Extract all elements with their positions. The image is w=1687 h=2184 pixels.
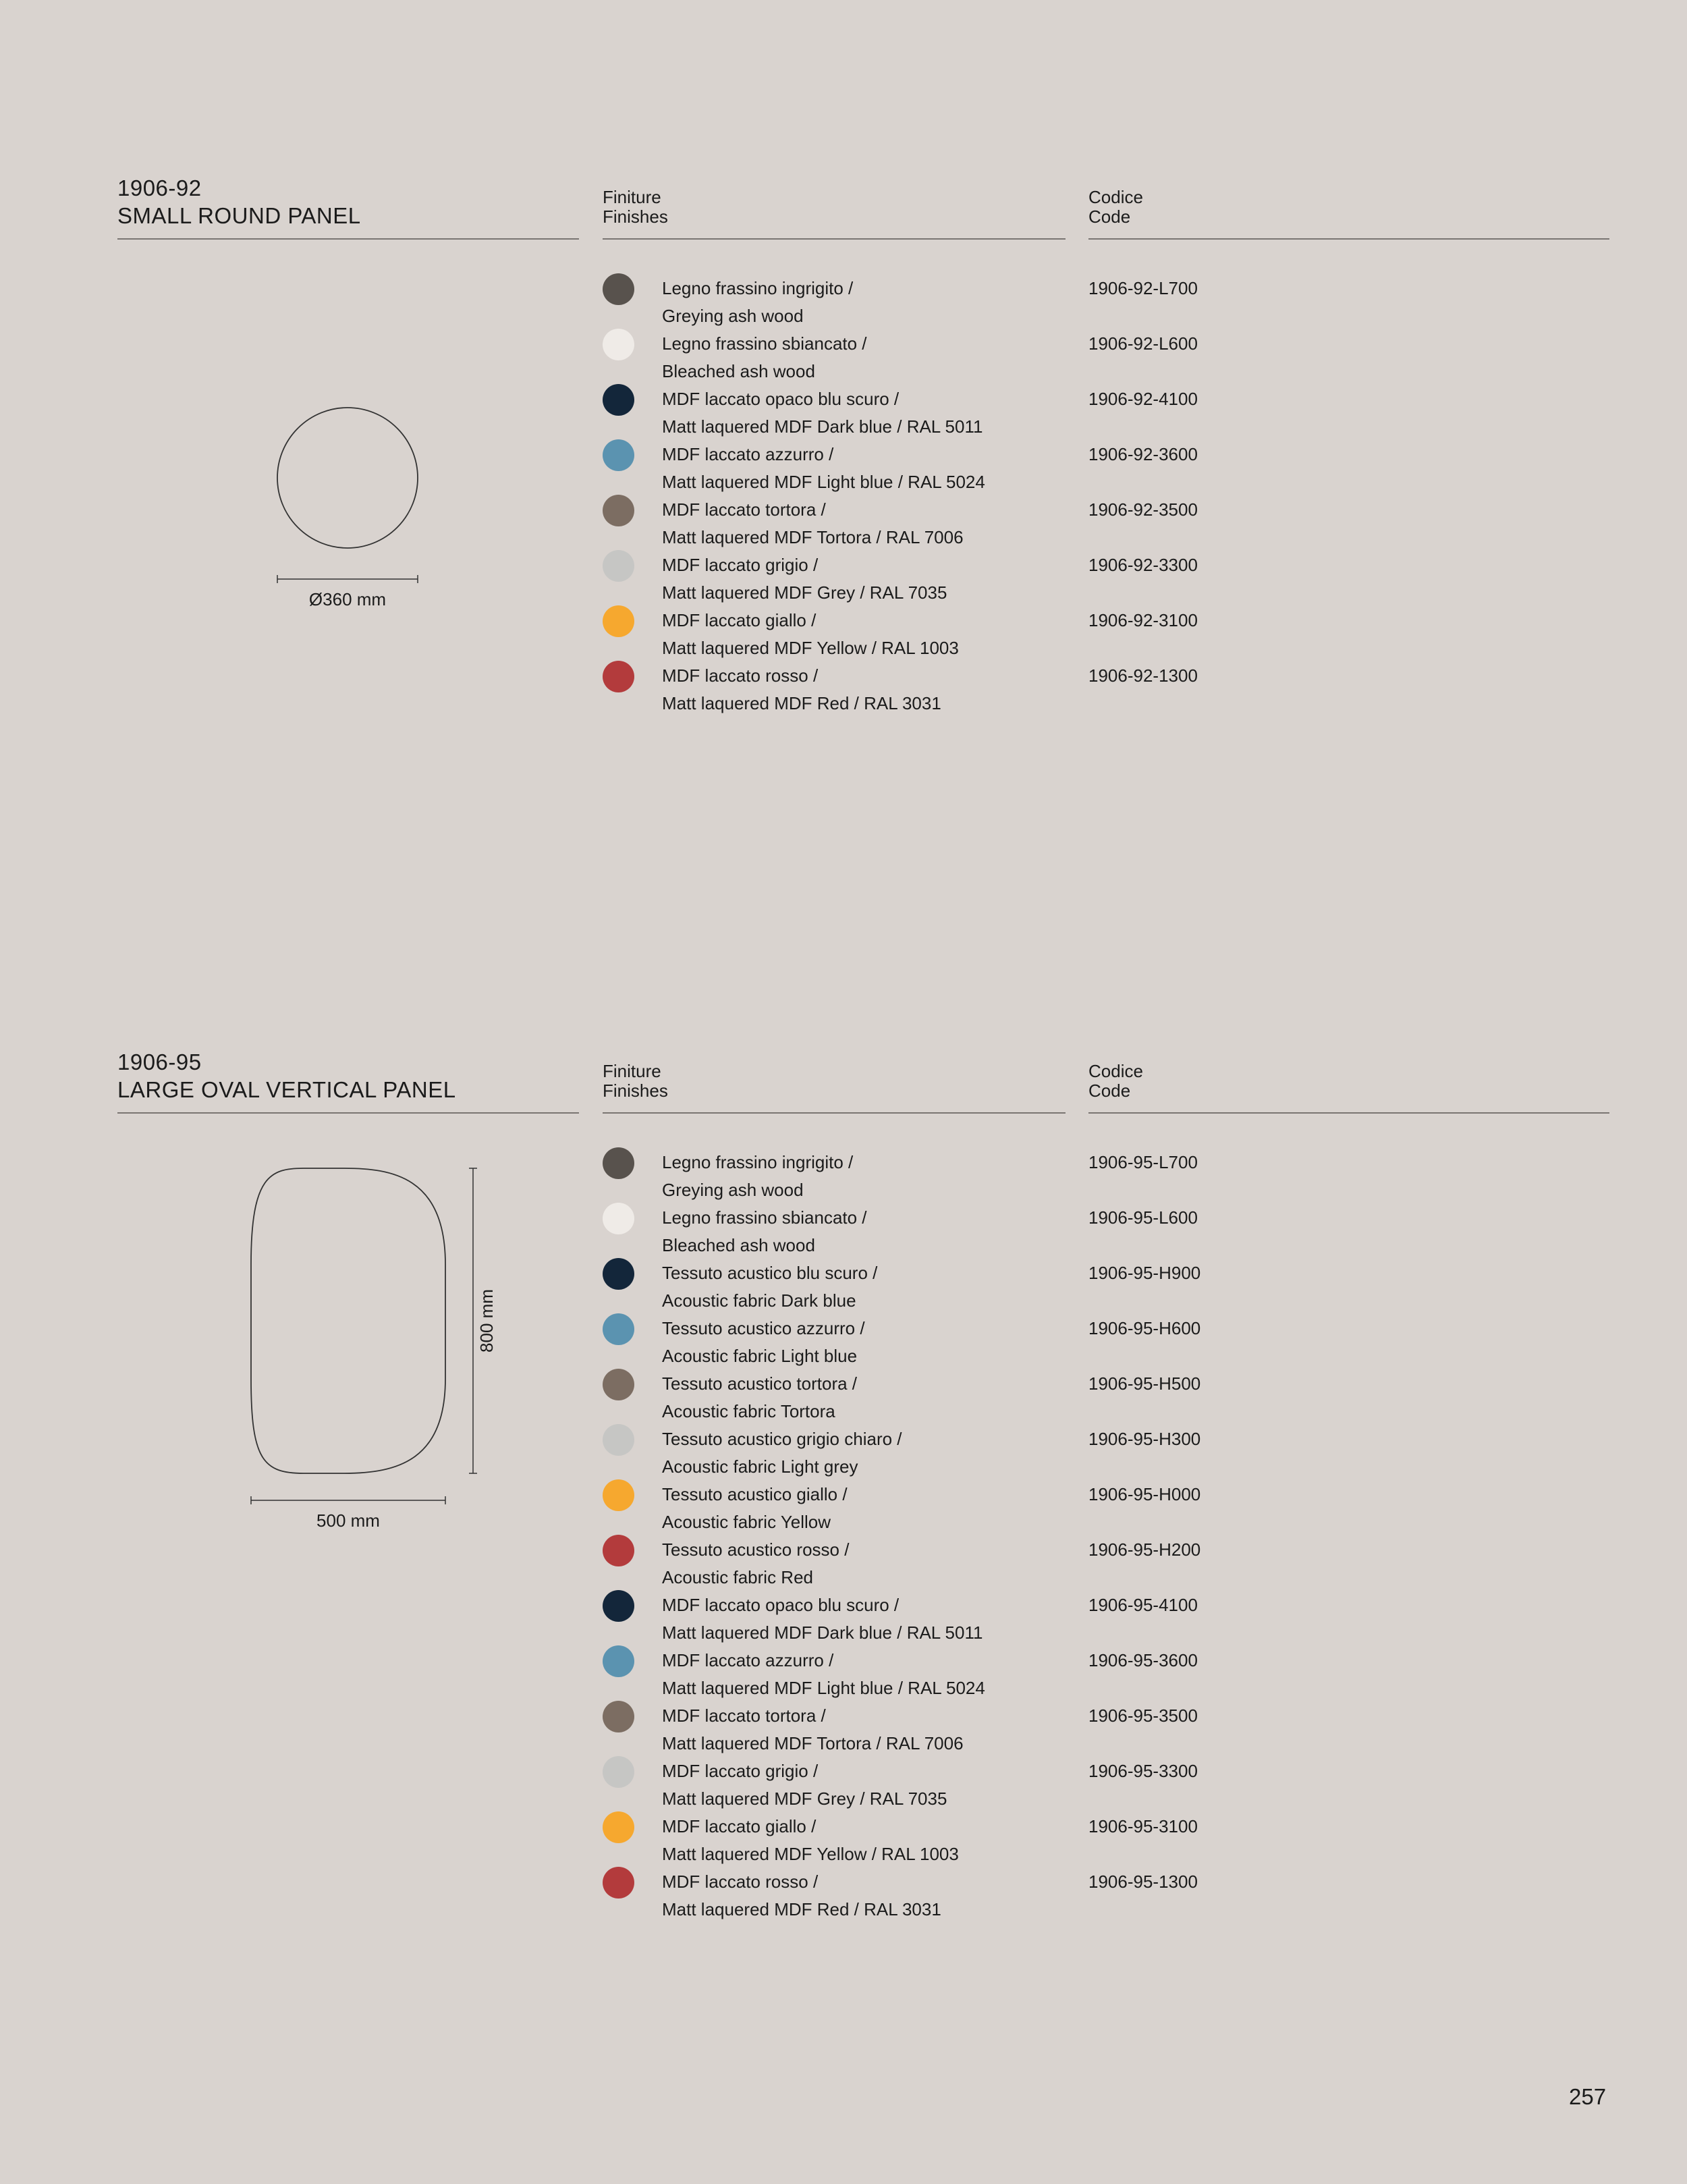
- finish-description: [662, 1647, 1134, 1702]
- finish-row: [603, 1479, 1615, 1535]
- finish-name-en: Acoustic fabric Dark blue: [662, 1290, 856, 1311]
- finish-description: [662, 1149, 1134, 1204]
- finishes-header-en: Finishes: [603, 1081, 668, 1101]
- divider: [603, 238, 1066, 240]
- finish-name-en: Acoustic fabric Tortora: [662, 1401, 835, 1421]
- finish-name-it: MDF laccato giallo /: [662, 1816, 817, 1836]
- finish-description: [662, 441, 1134, 496]
- color-swatch: [603, 1313, 634, 1345]
- finish-code: 1906-92-3500: [1088, 499, 1198, 520]
- finish-code: 1906-95-1300: [1088, 1872, 1198, 1892]
- finish-name-en: Matt laquered MDF Dark blue / RAL 5011: [662, 416, 983, 437]
- color-swatch: [603, 1811, 634, 1843]
- finish-name-it: Legno frassino sbiancato /: [662, 333, 867, 354]
- divider: [117, 1112, 579, 1114]
- finish-description: [662, 1259, 1134, 1315]
- finish-code: 1906-92-1300: [1088, 665, 1198, 686]
- finish-code: 1906-95-3300: [1088, 1761, 1198, 1781]
- code-column-header: [1088, 188, 1609, 227]
- finish-code: 1906-92-4100: [1088, 389, 1198, 409]
- finish-name-en: Bleached ash wood: [662, 361, 815, 381]
- finish-description: [662, 1702, 1134, 1757]
- finish-code: 1906-95-H200: [1088, 1539, 1201, 1560]
- color-swatch: [603, 1535, 634, 1566]
- finish-code: 1906-95-H900: [1088, 1263, 1201, 1283]
- round-panel-drawing: [267, 397, 428, 620]
- color-swatch: [603, 384, 634, 416]
- finish-code: 1906-95-H300: [1088, 1429, 1201, 1449]
- finish-name-en: Matt laquered MDF Light blue / RAL 5024: [662, 472, 985, 492]
- finish-row: [603, 1756, 1615, 1811]
- finish-description: [662, 1536, 1134, 1591]
- finish-name-en: Greying ash wood: [662, 1180, 804, 1200]
- finishes-header-en: Finishes: [603, 207, 668, 227]
- finish-name-it: MDF laccato tortora /: [662, 499, 826, 520]
- finish-row: [603, 1701, 1615, 1756]
- finish-list: [603, 1147, 1615, 1922]
- finish-code: 1906-95-L700: [1088, 1152, 1198, 1172]
- finish-name-en: Acoustic fabric Light grey: [662, 1456, 858, 1477]
- finishes-column-header: [603, 1062, 1066, 1101]
- finish-description: [662, 607, 1134, 662]
- color-swatch: [603, 1590, 634, 1622]
- finish-code: 1906-95-H500: [1088, 1373, 1201, 1394]
- finish-code: 1906-95-3100: [1088, 1816, 1198, 1836]
- product-name: SMALL ROUND PANEL: [117, 203, 361, 228]
- height-label: 800 mm: [476, 1289, 497, 1353]
- finish-row: [603, 329, 1615, 384]
- finish-row: [603, 1811, 1615, 1867]
- finish-name-it: MDF laccato rosso /: [662, 665, 819, 686]
- color-swatch: [603, 1479, 634, 1511]
- finish-name-it: Tessuto acustico azzurro /: [662, 1318, 865, 1338]
- finish-description: [662, 662, 1134, 717]
- finish-code: 1906-95-4100: [1088, 1595, 1198, 1615]
- finish-name-it: Legno frassino sbiancato /: [662, 1207, 867, 1228]
- color-swatch: [603, 1147, 634, 1179]
- finish-description: [662, 496, 1134, 551]
- finish-code: 1906-95-L600: [1088, 1207, 1198, 1228]
- finish-code: 1906-92-L700: [1088, 278, 1198, 298]
- finish-row: [603, 1535, 1615, 1590]
- finish-name-en: Acoustic fabric Yellow: [662, 1512, 831, 1532]
- finish-name-it: Tessuto acustico grigio chiaro /: [662, 1429, 902, 1449]
- finish-name-it: MDF laccato opaco blu scuro /: [662, 389, 900, 409]
- color-swatch: [603, 1645, 634, 1677]
- code-header-en: Code: [1088, 207, 1131, 227]
- color-swatch: [603, 550, 634, 582]
- finish-name-en: Greying ash wood: [662, 306, 804, 326]
- finish-description: [662, 1315, 1134, 1370]
- finish-row: [603, 1258, 1615, 1313]
- finish-description: [662, 1370, 1134, 1425]
- finishes-column-header: [603, 188, 1066, 227]
- oval-panel-outline: [251, 1168, 445, 1473]
- finish-description: [662, 1868, 1134, 1923]
- finish-row: [603, 1313, 1615, 1369]
- finish-name-en: Matt laquered MDF Grey / RAL 7035: [662, 582, 947, 603]
- finish-list: [603, 273, 1615, 716]
- finish-description: [662, 1591, 1134, 1647]
- color-swatch: [603, 273, 634, 305]
- divider: [603, 1112, 1066, 1114]
- finish-name-it: MDF laccato tortora /: [662, 1705, 826, 1726]
- finish-description: [662, 385, 1134, 441]
- product-heading: [117, 174, 579, 229]
- divider: [1088, 238, 1609, 240]
- finish-row: [603, 1369, 1615, 1424]
- finish-row: [603, 661, 1615, 716]
- finish-row: [603, 1147, 1615, 1203]
- finish-description: [662, 1757, 1134, 1813]
- code-header-it: Codice: [1088, 187, 1143, 207]
- finish-code: 1906-92-3100: [1088, 610, 1198, 630]
- finish-description: [662, 1813, 1134, 1868]
- finish-name-it: Tessuto acustico giallo /: [662, 1484, 848, 1504]
- finish-description: [662, 275, 1134, 330]
- color-swatch: [603, 1867, 634, 1899]
- color-swatch: [603, 1203, 634, 1234]
- finish-row: [603, 605, 1615, 661]
- diameter-label: Ø360 mm: [308, 589, 387, 609]
- width-label: 500 mm: [316, 1510, 380, 1531]
- finish-name-en: Acoustic fabric Red: [662, 1567, 813, 1587]
- finish-row: [603, 1203, 1615, 1258]
- finish-name-it: Tessuto acustico blu scuro /: [662, 1263, 878, 1283]
- finish-row: [603, 1645, 1615, 1701]
- finish-name-it: MDF laccato azzurro /: [662, 1650, 834, 1670]
- oval-panel-drawing: [243, 1163, 513, 1541]
- finish-code: 1906-92-3300: [1088, 555, 1198, 575]
- finish-name-en: Matt laquered MDF Yellow / RAL 1003: [662, 1844, 959, 1864]
- finish-name-en: Matt laquered MDF Light blue / RAL 5024: [662, 1678, 985, 1698]
- color-swatch: [603, 605, 634, 637]
- finishes-header-it: Finiture: [603, 1061, 661, 1081]
- page-number: 257: [1569, 2084, 1607, 2109]
- finish-code: 1906-95-H000: [1088, 1484, 1201, 1504]
- finish-name-it: Legno frassino ingrigito /: [662, 278, 854, 298]
- product-name: LARGE OVAL VERTICAL PANEL: [117, 1077, 456, 1102]
- code-header-it: Codice: [1088, 1061, 1143, 1081]
- finish-description: [662, 1481, 1134, 1536]
- finish-description: [662, 1204, 1134, 1259]
- color-swatch: [603, 661, 634, 692]
- finish-name-it: MDF laccato opaco blu scuro /: [662, 1595, 900, 1615]
- finish-row: [603, 1590, 1615, 1645]
- round-panel-outline: [277, 408, 418, 548]
- finish-row: [603, 550, 1615, 605]
- color-swatch: [603, 1756, 634, 1788]
- code-column-header: [1088, 1062, 1609, 1101]
- divider: [1088, 1112, 1609, 1114]
- finish-name-it: Legno frassino ingrigito /: [662, 1152, 854, 1172]
- finish-name-it: MDF laccato giallo /: [662, 610, 817, 630]
- finish-row: [603, 384, 1615, 439]
- finish-row: [603, 1867, 1615, 1922]
- finish-name-it: MDF laccato grigio /: [662, 555, 819, 575]
- product-code: 1906-92: [117, 175, 202, 200]
- product-code: 1906-95: [117, 1049, 202, 1074]
- finish-name-en: Matt laquered MDF Red / RAL 3031: [662, 693, 941, 713]
- finish-name-en: Matt laquered MDF Grey / RAL 7035: [662, 1789, 947, 1809]
- color-swatch: [603, 439, 634, 471]
- finish-name-en: Matt laquered MDF Tortora / RAL 7006: [662, 1733, 964, 1753]
- finish-code: 1906-95-H600: [1088, 1318, 1201, 1338]
- finish-name-it: MDF laccato rosso /: [662, 1872, 819, 1892]
- finish-code: 1906-95-3600: [1088, 1650, 1198, 1670]
- finish-name-it: MDF laccato azzurro /: [662, 444, 834, 464]
- finish-code: 1906-92-3600: [1088, 444, 1198, 464]
- divider: [117, 238, 579, 240]
- finish-name-en: Acoustic fabric Light blue: [662, 1346, 858, 1366]
- color-swatch: [603, 1424, 634, 1456]
- color-swatch: [603, 1258, 634, 1290]
- finish-name-en: Bleached ash wood: [662, 1235, 815, 1255]
- finish-name-en: Matt laquered MDF Yellow / RAL 1003: [662, 638, 959, 658]
- product-heading: [117, 1048, 579, 1103]
- finish-name-it: Tessuto acustico rosso /: [662, 1539, 850, 1560]
- finish-row: [603, 1424, 1615, 1479]
- finish-row: [603, 495, 1615, 550]
- color-swatch: [603, 1701, 634, 1732]
- finish-description: [662, 551, 1134, 607]
- finish-code: 1906-92-L600: [1088, 333, 1198, 354]
- finish-name-it: Tessuto acustico tortora /: [662, 1373, 858, 1394]
- color-swatch: [603, 495, 634, 526]
- code-header-en: Code: [1088, 1081, 1131, 1101]
- finish-code: 1906-95-3500: [1088, 1705, 1198, 1726]
- finishes-header-it: Finiture: [603, 187, 661, 207]
- finish-name-en: Matt laquered MDF Red / RAL 3031: [662, 1899, 941, 1919]
- finish-row: [603, 273, 1615, 329]
- finish-name-it: MDF laccato grigio /: [662, 1761, 819, 1781]
- finish-name-en: Matt laquered MDF Tortora / RAL 7006: [662, 527, 964, 547]
- finish-description: [662, 1425, 1134, 1481]
- finish-row: [603, 439, 1615, 495]
- finish-name-en: Matt laquered MDF Dark blue / RAL 5011: [662, 1622, 983, 1643]
- color-swatch: [603, 1369, 634, 1400]
- color-swatch: [603, 329, 634, 360]
- finish-description: [662, 330, 1134, 385]
